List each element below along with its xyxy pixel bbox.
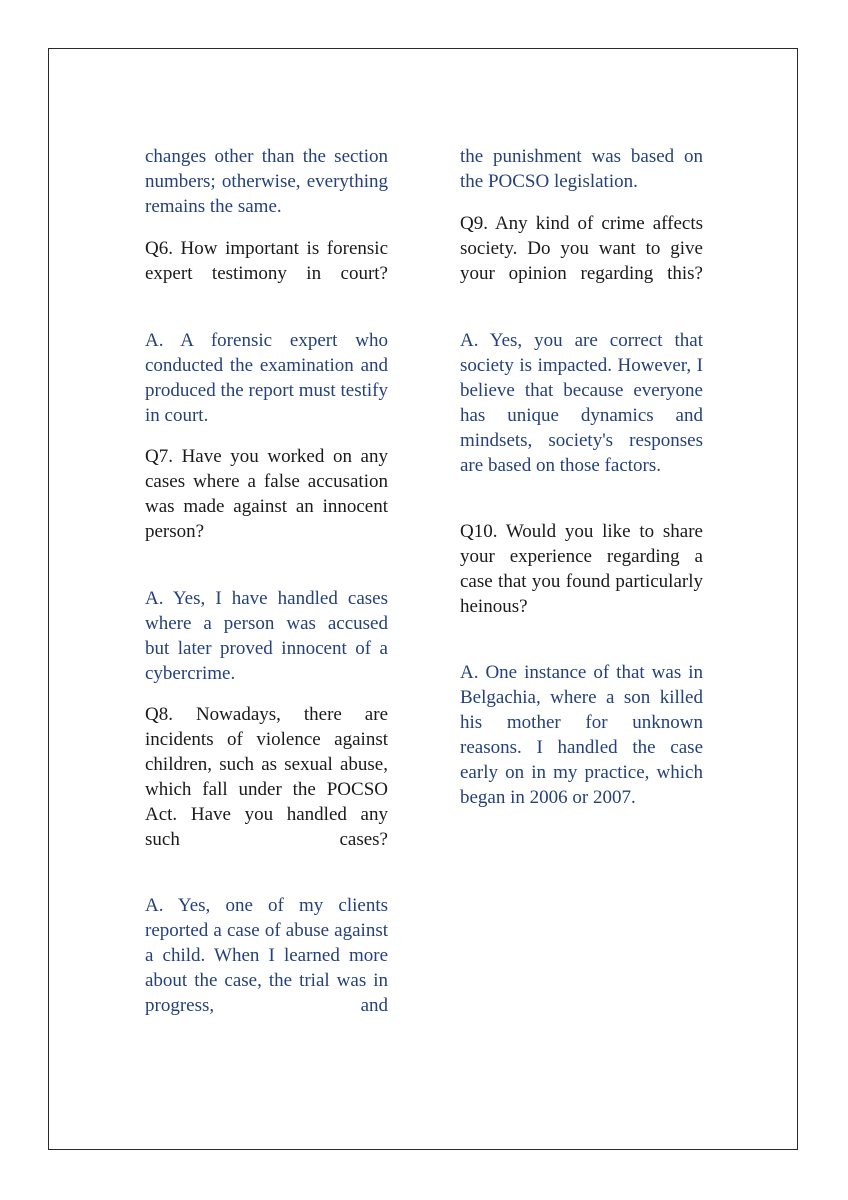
question-10: Q10. Would you like to share your experience regarding a case that you found particularly heinous? — [460, 521, 703, 617]
question-7: Q7. Have you worked on any cases where a false accusation was made against an innocent person? — [145, 446, 388, 542]
question-8: Q8. Nowadays, there are incidents of violence against children, such as sexual abuse, which fall under the POCSO Act. Have you handled any such cases? — [145, 704, 388, 850]
answer-9: A. Yes, you are correct that society is impacted. However, I believe that because everyone has unique dynamics and mindsets, society's responses are based on those factors. — [460, 330, 703, 476]
continued-answer-text: the punishment was based on the POCSO legislation. — [460, 146, 703, 192]
continued-answer-text: changes other than the section numbers; otherwise, everything remains the same. — [145, 146, 388, 217]
answer-10: A. One instance of that was in Belgachia, where a son killed his mother for unknown reasons. I handled the case early on in my practice, which began in 2006 or 2007. — [460, 662, 703, 808]
question-6: Q6. How important is forensic expert testimony in court? — [145, 238, 388, 284]
answer-8: A. Yes, one of my clients reported a case of abuse against a child. When I learned more about the case, the trial was in progress, and — [145, 895, 388, 1016]
answer-7: A. Yes, I have handled cases where a person was accused but later proved innocent of a cybercrime. — [145, 588, 388, 684]
question-9: Q9. Any kind of crime affects society. Do you want to give your opinion regarding this? — [460, 213, 703, 284]
answer-6: A. A forensic expert who conducted the examination and produced the report must testify in court. — [145, 330, 388, 426]
